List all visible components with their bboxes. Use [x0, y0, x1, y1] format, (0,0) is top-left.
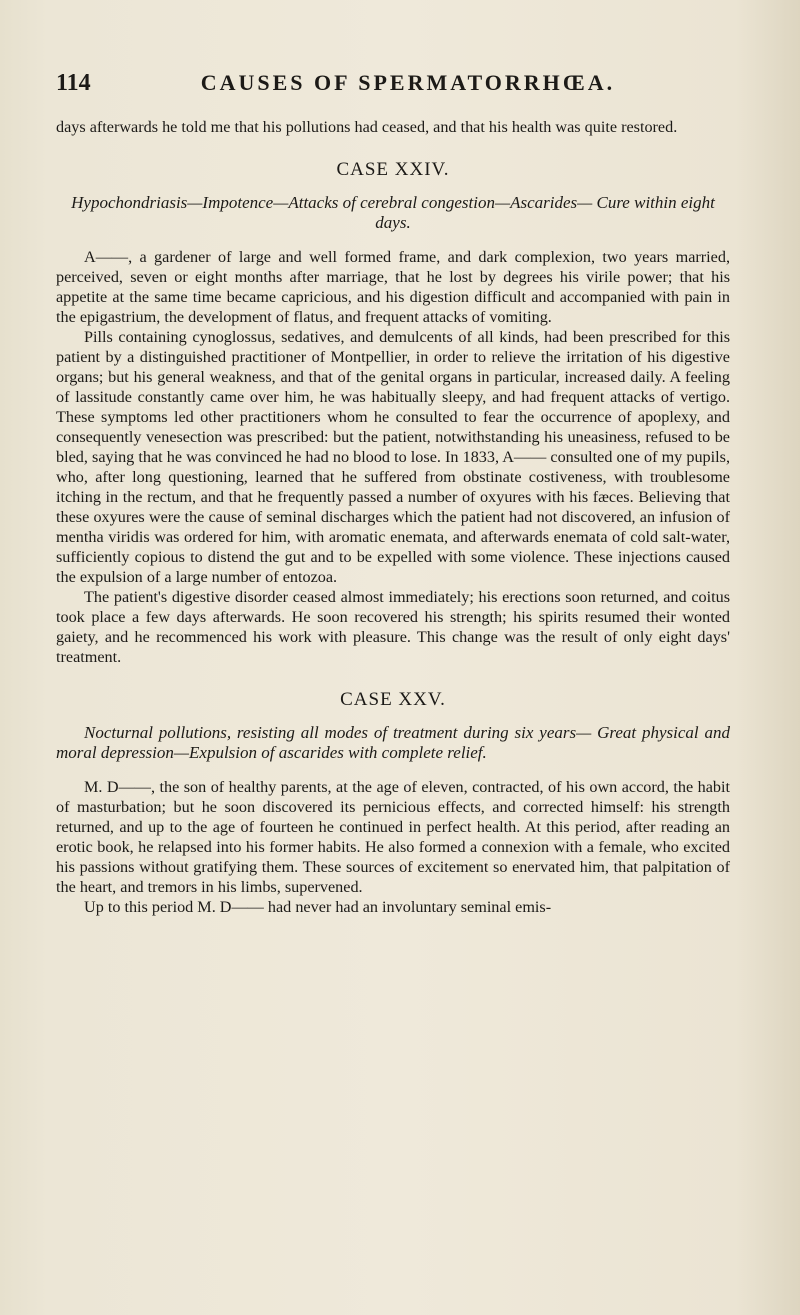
case-25-heading: CASE XXV. — [340, 689, 446, 710]
opening-paragraph: days afterwards he told me that his pollutions had ceased, and that his health was quite restored. — [56, 118, 678, 136]
page-number: 114 — [56, 70, 91, 96]
case-25-paragraph-2: Up to this period M. D—— had never had an involuntary seminal emis- — [84, 898, 552, 916]
case-24-paragraph-1: A——, a gardener of large and well formed frame, and dark complexion, two years married, perceived, seven or eight months after marriage, that he lost by degrees his virile power; that his appetite at the same time became capricious, and his digestion difficult and accompanied with pain in the epigastrium, the development of flatus, and frequent attacks of vomiting. — [56, 248, 730, 326]
case-24-subtitle: Hypochondriasis—Impotence—Attacks of cerebral congestion—Ascarides— Cure within eight days. — [71, 193, 715, 232]
running-title: CAUSES OF SPERMATORRHŒA. — [200, 70, 616, 95]
case-24-paragraph-3: The patient's digestive disorder ceased almost immediately; his erections soon returned, and coitus took place a few days afterwards. He soon recovered his strength; his spirits resumed their wonted gaiety, and he recommenced his work with pleasure. This change was the result of only eight days' treatment. — [56, 588, 730, 666]
case-25-subtitle: Nocturnal pollutions, resisting all modes of treatment during six years— Great physical and moral depression—Expulsion of ascarides with complete relief. — [56, 723, 730, 762]
case-24-paragraph-2: Pills containing cynoglossus, sedatives, and demulcents of all kinds, had been prescribed for this patient by a distinguished practitioner of Montpellier, in order to relieve the irritation of his digestive organs; but his general weakness, and that of the genital organs in particular, increased daily. A feeling of lassitude constantly came over him, he was habitually sleepy, and had frequent attacks of vertigo. These symptoms led other practitioners whom he consulted to fear the occurrence of apoplexy, and consequently venesection was prescribed: but the patient, notwithstanding his uneasiness, refused to be bled, saying that he was convinced he had no blood to lose. In 1833, A—— consulted one of my pupils, who, after long questioning, learned that he suffered from obstinate costiveness, with troublesome itching in the rectum, and that he frequently passed a number of oxyures with his fæces. Believing that these oxyures were the cause of seminal discharges which the patient had not discovered, an infusion of mentha viridis was ordered for him, with aromatic enemata, and afterwards enemata of cold salt-water, sufficiently copious to distend the gut and to be expelled with some violence. These injections caused the expulsion of a large number of entozoa. — [56, 328, 730, 586]
case-24-heading: CASE XXIV. — [336, 159, 450, 180]
page-header — [56, 70, 730, 97]
case-25-paragraph-1: M. D——, the son of healthy parents, at the age of eleven, contracted, of his own accord, the habit of masturbation; but he soon discovered its pernicious effects, and corrected himself: his strength returned, and up to the age of fourteen he continued in perfect health. At this period, after reading an erotic book, he relapsed into his former habits. He also formed a connexion with a female, who excited his passions without gratifying them. These sources of excitement so enervated him, that palpitation of the heart, and tremors in his limbs, supervened. — [56, 778, 730, 896]
